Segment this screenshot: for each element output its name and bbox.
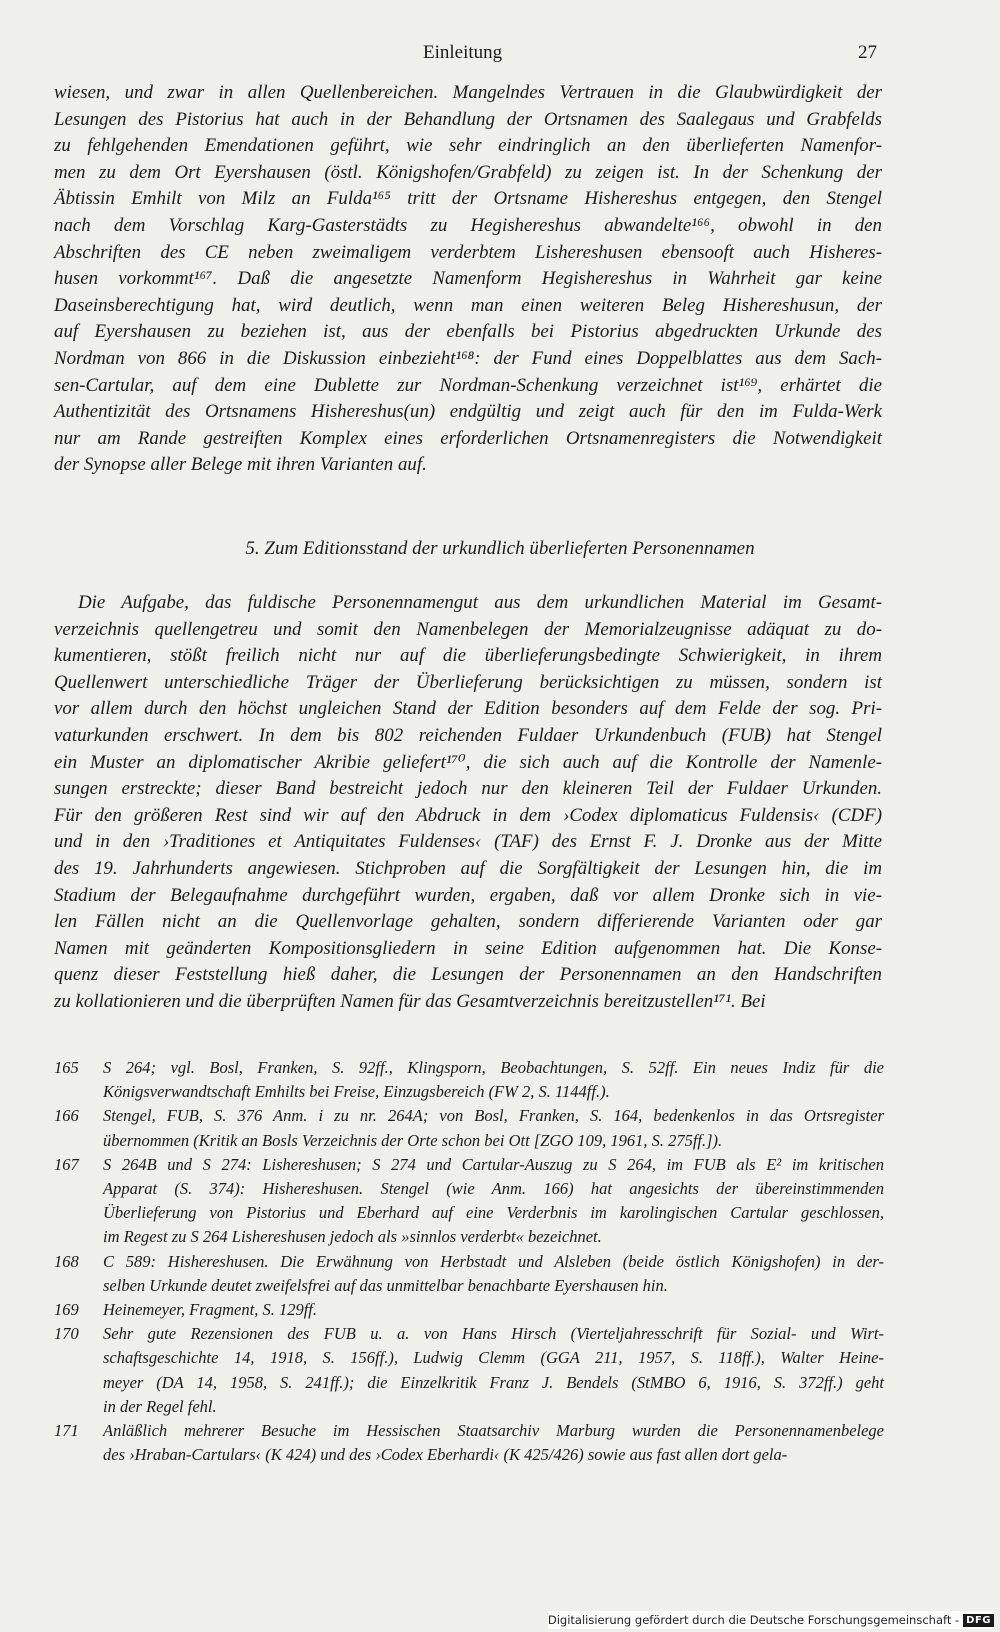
footnote-number: 165 — [54, 1058, 79, 1077]
text-line: Daseinsberechtigung hat, wird deutlich, wenn man einen weiteren Beleg Hishereshusun, der — [54, 294, 882, 316]
text-line: Stadium der Belegaufnahme durchgeführt wurden, ergaben, daß vor allem Dronke sich in vie- — [54, 884, 882, 906]
text-line: sen-Cartular, auf dem eine Dublette zur Nordman-Schenkung verzeichnet ist¹⁶⁹, erhärtet die — [54, 374, 882, 396]
text-line: wiesen, und zwar in allen Quellenbereichen. Mangelndes Vertrauen in die Glaubwürdigkeit der — [54, 82, 882, 103]
running-title: Einleitung — [423, 42, 503, 63]
text-line: Quellenwert unterschiedliche Träger der Überlieferung berücksichtigen zu müssen, sondern ist — [54, 671, 882, 693]
text-line: Äbtissin Emhilt von Milz an Fulda¹⁶⁵ tritt der Ortsname Hishereshus entgegen, den Stengel — [54, 188, 882, 210]
section-paragraph — [54, 590, 882, 1016]
digitization-credit — [548, 1611, 994, 1629]
text-line: men zu dem Ort Eyershausen (östl. Königshofen/Grabfeld) zu zeigen ist. In der Schenkung der — [54, 161, 882, 183]
text-line: und in den ›Traditiones et Antiquitates Fuldenses‹ (TAF) des Ernst F. J. Dronke aus der Mitte — [54, 831, 882, 853]
footnote-line: Anläßlich mehrerer Besuche im Hessischen Staatsarchiv Marburg wurden die Personennamenbelege — [103, 1421, 884, 1441]
footnote-line: in der Regel fehl. — [103, 1396, 217, 1416]
footnote-line: übernommen (Kritik an Bosls Verzeichnis der Orte schon bei Ott [ZGO 109, 1961, S. 275ff.]). — [103, 1130, 723, 1150]
footnote-line: C 589: Hishereshusen. Die Erwähnung von Herbstadt und Alsleben (beide östlich Königshofen) in der- — [103, 1251, 884, 1271]
text-line: Nordman von 866 in die Diskussion einbezieht¹⁶⁸: der Fund eines Doppelblattes aus dem Sach- — [54, 347, 882, 369]
footnote-line: S 264B und S 274: Lishereshusen; S 274 und Cartular-Auszug zu S 264, im FUB als E² im kritischen — [103, 1154, 884, 1174]
text-line: Lesungen des Pistorius hat auch in der Behandlung der Ortsnamen des Saalegaus und Grabfelds — [54, 108, 882, 130]
footnote-number: 170 — [54, 1324, 79, 1344]
running-head — [0, 42, 1000, 68]
paragraph-1 — [54, 80, 882, 479]
text-line: Die Aufgabe, das fuldische Personennamengut aus dem urkundlichen Material im Gesamt- — [78, 592, 882, 613]
text-line: zu kollationieren und die überprüften Namen für das Gesamtverzeichnis bereitzustellen¹⁷¹. Bei — [54, 990, 766, 1012]
text-line: vor allem durch den höchst ungleichen Stand der Edition besonders auf dem Felde der sog. Pri- — [54, 698, 882, 720]
footnote — [54, 1250, 884, 1298]
footnote-text — [103, 1104, 884, 1152]
footnote-number: 167 — [54, 1154, 79, 1174]
footnote-line: im Regest zu S 264 Lishereshusen jedoch als »sinnlos verderbt« bezeichnet. — [103, 1227, 602, 1247]
footnote — [54, 1056, 884, 1104]
text-line: verzeichnis quellengetreu und somit den Namenbelegen der Memorialzeugnisse adäquat zu do- — [54, 618, 882, 640]
text-line: des 19. Jahrhunderts angewiesen. Stichproben auf die Sorgfältigkeit der Lesungen hin, die im — [54, 857, 882, 879]
footnote-line: meyer (DA 14, 1958, S. 241ff.); die Einzelkritik Franz J. Bendels (StMBO 6, 1916, S. 372ff.) geht — [103, 1372, 884, 1392]
text-line: vaturkunden erschwert. In dem bis 802 reichenden Fuldaer Urkundenbuch (FUB) hat Stengel — [54, 724, 882, 746]
footnote-number: 169 — [54, 1300, 79, 1320]
footnote-number: 171 — [54, 1421, 79, 1441]
text-line: quenz dieser Feststellung hieß daher, die Lesungen der Personennamen an den Handschriften — [54, 964, 882, 986]
text-line: Abschriften des CE neben zweimaligem verderbtem Lishereshusen ebensooft auch Hisheres- — [54, 241, 882, 263]
footnote-line: Überlieferung von Pistorius und Eberhard auf eine Verderbnis im karolingischen Cartular geschlossen, — [103, 1203, 884, 1223]
footnote-line: Sehr gute Rezensionen des FUB u. a. von Hans Hirsch (Vierteljahresschrift für Sozial- und Wirt- — [103, 1324, 884, 1344]
footnote — [54, 1419, 884, 1467]
footnote-number: 168 — [54, 1251, 79, 1271]
text-line: der Synopse aller Belege mit ihren Varianten auf. — [54, 454, 427, 476]
text-line: ein Muster an diplomatischer Akribie geliefert¹⁷⁰, die sich auch auf die Kontrolle der Namenle- — [54, 751, 882, 773]
text-line: Namen mit geänderten Kompositionsgliedern in seine Edition aufgenommen hat. Die Konse- — [54, 937, 882, 959]
footnote-number: 166 — [54, 1106, 79, 1126]
footnote-line: Stengel, FUB, S. 376 Anm. i zu nr. 264A; von Bosl, Franken, S. 164, bedenkenlos in das Ortsregister — [103, 1106, 884, 1126]
footnote-line: S 264; vgl. Bosl, Franken, S. 92ff., Klingsporn, Beobachtungen, S. 52ff. Ein neues Indiz für die — [103, 1058, 884, 1077]
text-line: husen vorkommt¹⁶⁷. Daß die angesetzte Namenform Hegishereshus in Wahrheit gar keine — [54, 268, 882, 290]
text-line: zu fehlgehenden Emendationen geführt, wie sehr eindringlich an den überlieferten Namenfor- — [54, 135, 882, 157]
footnote-text — [103, 1419, 884, 1467]
footnote — [54, 1153, 884, 1250]
text-line: kumentieren, stößt freilich nicht nur auf die überlieferungsbedingte Schwierigkeit, in ihrem — [54, 645, 882, 667]
text-line: sungen erstreckte; dieser Band bestreicht jedoch nur den kleineren Teil der Fuldaer Urkunden. — [54, 778, 882, 800]
text-line: nur am Rande gestreiften Komplex eines erforderlichen Ortsnamenregisters die Notwendigkeit — [54, 427, 882, 449]
footnote — [54, 1104, 884, 1152]
credit-text: Digitalisierung gefördert durch die Deutsche Forschungsgemeinschaft - — [547, 1613, 960, 1627]
footnote-text — [103, 1322, 884, 1419]
footnote-text — [103, 1250, 884, 1298]
text-line: len Fällen nicht an die Quellenvorlage gehalten, sondern differierende Varianten oder gar — [54, 911, 882, 933]
page-number: 27 — [858, 42, 877, 63]
footnote — [54, 1322, 884, 1419]
footnote-line: Apparat (S. 374): Hishereshusen. Stengel (wie Anm. 166) hat angesichts der übereinstimmenden — [103, 1179, 884, 1199]
dfg-logo: DFG — [963, 1614, 994, 1627]
footnote-line: Königsverwandtschaft Emhilts bei Freise, Einzugsbereich (FW 2, S. 1144ff.). — [103, 1082, 610, 1102]
text-line: Authentizität des Ortsnamens Hishereshus(un) endgültig und zeigt auch für den im Fulda-Werk — [54, 401, 882, 423]
footnote-text — [103, 1153, 884, 1250]
footnote-text — [103, 1056, 884, 1104]
footnote-line: schaftsgeschichte 14, 1918, S. 156ff.), Ludwig Clemm (GGA 211, 1957, S. 118ff.), Walter Heine- — [103, 1348, 884, 1368]
text-line: Für den größeren Rest sind wir auf den Abdruck in dem ›Codex diplomaticus Fuldensis‹ (CDF) — [54, 804, 882, 826]
footnote-line: selben Urkunde deutet zweifelsfrei auf das unmittelbar benachbarte Eyershausen hin. — [103, 1275, 668, 1295]
section-heading: 5. Zum Editionsstand der urkundlich überlieferten Personennamen — [245, 538, 755, 559]
footnote-line: Heinemeyer, Fragment, S. 129ff. — [103, 1300, 317, 1320]
text-line: nach dem Vorschlag Karg-Gasterstädts zu Hegishereshus abwandelte¹⁶⁶, obwohl in den — [54, 214, 882, 236]
footnote-text — [103, 1298, 884, 1322]
footnote — [54, 1298, 884, 1322]
footnotes — [54, 1056, 884, 1467]
footnote-line: des ›Hraban-Cartulars‹ (K 424) und des ›Codex Eberhardi‹ (K 425/426) sowie aus fast allen dort gela- — [103, 1445, 788, 1465]
text-line: auf Eyershausen zu beziehen ist, aus der ebenfalls bei Pistorius abgedruckten Urkunde des — [54, 321, 882, 343]
